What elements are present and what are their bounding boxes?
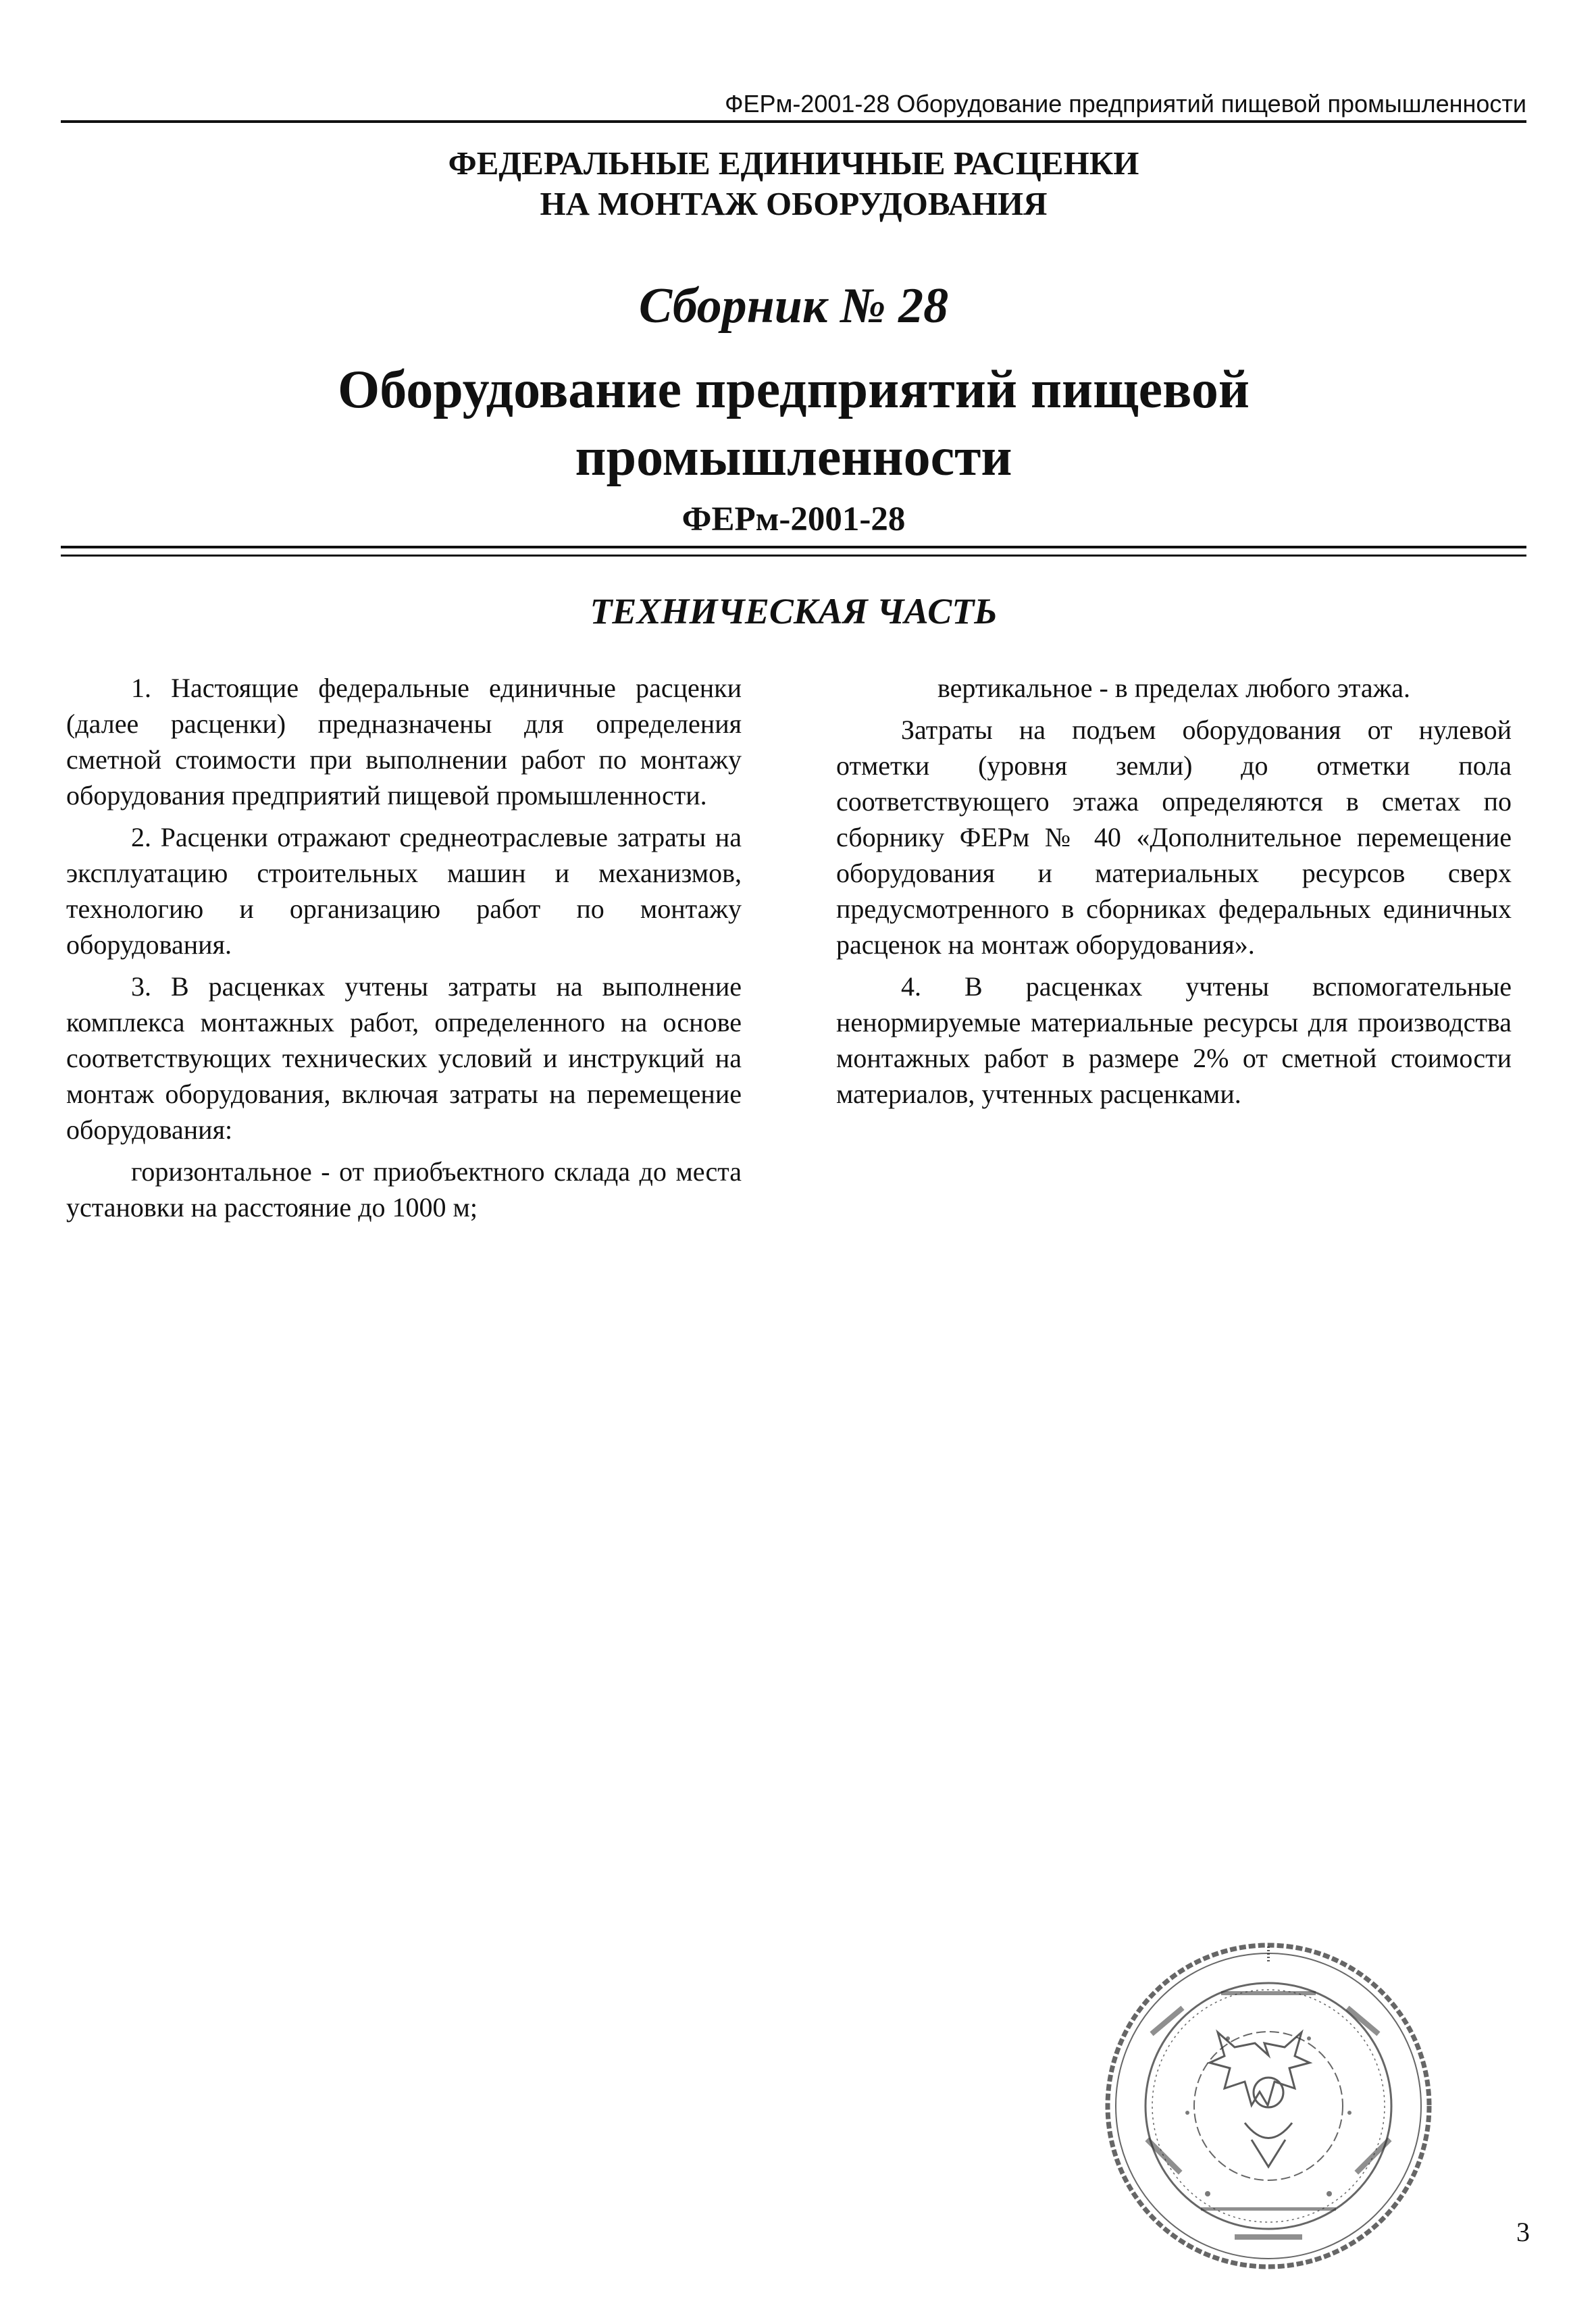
paragraph-3-horizontal: горизонтальное - от приобъектного склада до места установки на расстояние до 1000 м; xyxy=(66,1156,742,1223)
paragraph-3-vertical: вертикальное - в пределах любого этажа. xyxy=(937,673,1411,703)
paragraph-3-lifting: Затраты на подъем оборудования от нулевой отметки (уровня земли) до отметки пола соответствующего этажа определяются в сметах по сборнику ФЕРм № 40 «Дополнительное перемещение оборудования и материальных ресурсов сверх предусмотренного в сборниках федеральных единичных расценок на монтаж оборудования». xyxy=(836,715,1512,960)
title-rule-bottom xyxy=(61,555,1526,557)
section-title: ТЕХНИЧЕСКАЯ ЧАСТЬ xyxy=(590,591,998,632)
official-seal-stamp xyxy=(1100,1937,1437,2275)
collection-name-line-1: Оборудование предприятий пищевой xyxy=(338,360,1250,419)
paragraph-2: 2. Расценки отражают среднеотраслевые затраты на эксплуатацию строительных машин и механизмов, технологию и организацию работ по монтажу оборудования. xyxy=(66,822,742,960)
federal-title-line-2: НА МОНТАЖ ОБОРУДОВАНИЯ xyxy=(540,185,1048,222)
header-rule xyxy=(61,120,1526,123)
collection-name-line-2: промышленности xyxy=(575,428,1012,487)
document-code: ФЕРм-2001-28 xyxy=(681,500,906,538)
page-number: 3 xyxy=(1516,2217,1530,2247)
left-column xyxy=(66,670,742,1231)
collection-name xyxy=(61,356,1526,491)
federal-title-line-1: ФЕДЕРАЛЬНЫЕ ЕДИНИЧНЫЕ РАСЦЕНКИ xyxy=(448,145,1139,182)
paragraph-3: 3. В расценках учтены затраты на выполнение комплекса монтажных работ, определенного на основе соответствующих технических условий и инструкций на монтаж оборудования, включая затраты на перемещение оборудования: xyxy=(66,971,742,1145)
collection-number: Сборник № 28 xyxy=(638,278,949,334)
paragraph-1: 1. Настоящие федеральные единичные расценки (далее расценки) предназначены для определения сметной стоимости при выполнении работ по монтажу оборудования предприятий пищевой промышленности. xyxy=(66,673,742,811)
federal-title xyxy=(61,143,1526,224)
running-header: ФЕРм-2001-28 Оборудование предприятий пищевой промышленности xyxy=(725,90,1526,118)
title-rule-top xyxy=(61,546,1526,548)
right-column xyxy=(836,670,1512,1118)
paragraph-4: 4. В расценках учтены вспомогательные ненормируемые материальные ресурсы для производства монтажных работ в размере 2% от сметной стоимости материалов, учтенных расценками. xyxy=(836,971,1512,1109)
